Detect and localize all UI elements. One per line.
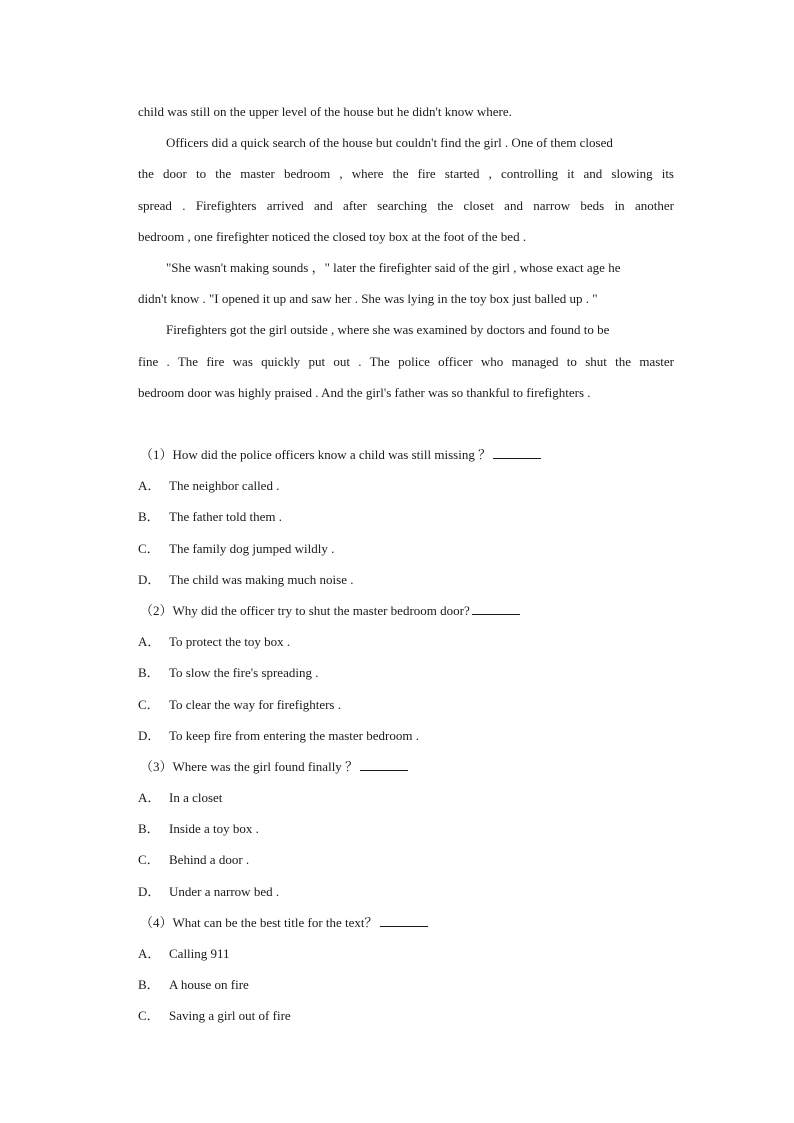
option-text: The family dog jumped wildly . [169, 540, 335, 556]
option-text: Calling 911 [169, 946, 230, 961]
option-text: To keep fire from entering the master bedroom . [169, 727, 419, 743]
question-stem [138, 913, 674, 944]
question-text: （1）How did the police officers know a child was still missing ？ [140, 447, 492, 462]
answer-blank[interactable] [472, 601, 520, 615]
option-letter: C． [138, 852, 160, 868]
reading-passage [138, 102, 674, 414]
question-stem [138, 445, 674, 476]
answer-option[interactable] [138, 882, 674, 913]
option-letter: C． [138, 1008, 160, 1024]
answer-option[interactable] [138, 632, 674, 663]
option-text: The father told them . [169, 509, 282, 525]
answer-option[interactable] [138, 975, 674, 1006]
passage-line: bedroom , one firefighter noticed the closed toy box at the foot of the bed . [138, 228, 527, 244]
option-letter: D． [138, 571, 161, 587]
answer-option[interactable] [138, 570, 674, 601]
passage-line: the door to the master bedroom , where the fire started , controlling it and slowing its [138, 166, 674, 182]
answer-option[interactable] [138, 1006, 674, 1037]
answer-option[interactable] [138, 539, 674, 570]
passage-line: bedroom door was highly praised . And the girl's father was so thankful to firefighters . [138, 384, 591, 400]
passage-line: "She wasn't making sounds ，" later the firefighter said of the girl , whose exact age he [166, 259, 621, 275]
option-letter: B． [138, 821, 160, 837]
answer-option[interactable] [138, 726, 674, 757]
answer-option[interactable] [138, 476, 674, 507]
answer-option[interactable] [138, 850, 674, 881]
question-list [138, 445, 674, 1038]
option-letter: B． [138, 665, 160, 681]
answer-option[interactable] [138, 944, 674, 975]
passage-line: Officers did a quick search of the house but couldn't find the girl . One of them closed [166, 135, 613, 151]
option-text: Saving a girl out of fire [169, 1008, 291, 1024]
option-text: Inside a toy box . [169, 821, 259, 837]
option-text: Behind a door . [169, 852, 250, 868]
passage-line: spread . Firefighters arrived and after searching the closet and narrow beds in another [138, 197, 674, 213]
option-text: To slow the fire's spreading . [169, 665, 319, 681]
question-text: （4）What can be the best title for the text？ [140, 914, 378, 930]
option-letter: A． [138, 946, 161, 961]
option-letter: A． [138, 478, 161, 494]
answer-blank[interactable] [360, 757, 408, 771]
option-letter: B． [138, 977, 160, 993]
passage-line: fine . The fire was quickly put out . The police officer who managed to shut the master [138, 353, 674, 369]
passage-line: Firefighters got the girl outside , where she was examined by doctors and found to be [166, 322, 610, 338]
option-text: A house on fire [169, 977, 249, 993]
answer-option[interactable] [138, 788, 674, 819]
option-letter: A． [138, 634, 161, 650]
option-letter: A． [138, 790, 161, 806]
question-stem [138, 601, 674, 632]
passage-line: didn't know . "I opened it up and saw her . She was lying in the toy box just balled up . " [138, 291, 598, 307]
answer-option[interactable] [138, 819, 674, 850]
option-text: To clear the way for firefighters . [169, 696, 341, 712]
option-letter: D． [138, 883, 161, 899]
option-text: In a closet [169, 790, 223, 806]
option-letter: D． [138, 727, 161, 743]
option-letter: C． [138, 540, 160, 556]
option-text: The child was making much noise . [169, 571, 354, 587]
question-stem [138, 757, 674, 788]
answer-blank[interactable] [493, 445, 541, 459]
option-text: To protect the toy box . [169, 634, 291, 650]
option-letter: C． [138, 696, 160, 712]
question-text: （3）Where was the girl found finally ？ [140, 758, 359, 774]
question-text: （2）Why did the officer try to shut the master bedroom door? [140, 602, 470, 618]
option-text: The neighbor called . [169, 478, 280, 494]
answer-option[interactable] [138, 507, 674, 538]
answer-option[interactable] [138, 695, 674, 726]
answer-blank[interactable] [380, 913, 428, 927]
option-text: Under a narrow bed . [169, 883, 280, 899]
answer-option[interactable] [138, 663, 674, 694]
passage-line: child was still on the upper level of the house but he didn't know where. [138, 104, 512, 119]
option-letter: B． [138, 509, 160, 525]
